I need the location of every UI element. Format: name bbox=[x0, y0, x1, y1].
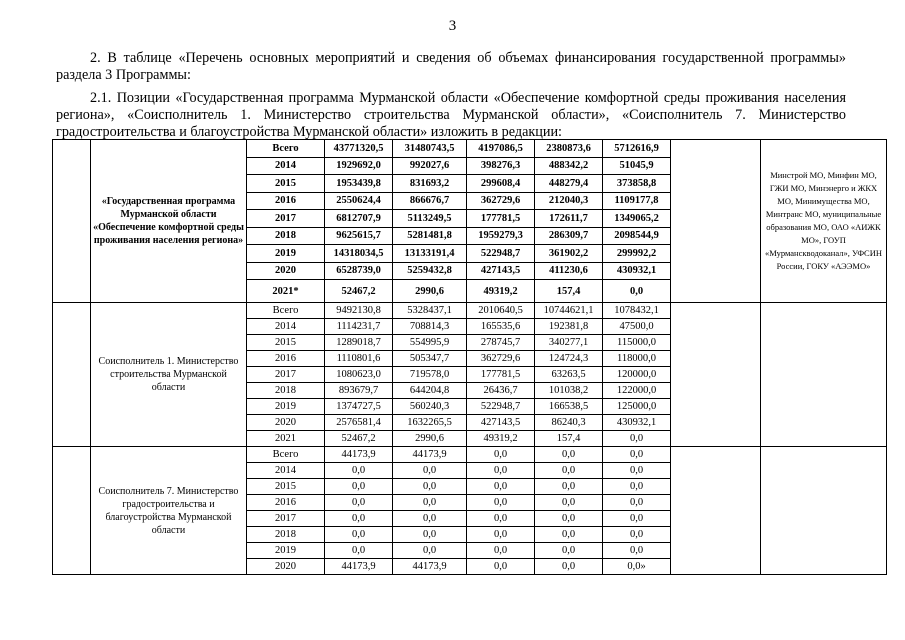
amount-cell: 505347,7 bbox=[393, 351, 467, 367]
year-cell: 2016 bbox=[247, 495, 325, 511]
amount-cell: 2550624,4 bbox=[325, 192, 393, 210]
amount-cell: 0,0 bbox=[325, 463, 393, 479]
amount-cell: 0,0 bbox=[535, 527, 603, 543]
year-cell: 2020 bbox=[247, 262, 325, 280]
amount-cell: 866676,7 bbox=[393, 192, 467, 210]
amount-cell: 0,0 bbox=[467, 495, 535, 511]
amount-cell: 0,0 bbox=[467, 543, 535, 559]
year-cell: 2021* bbox=[247, 280, 325, 303]
amount-cell: 361902,2 bbox=[535, 245, 603, 263]
amount-cell: 172611,7 bbox=[535, 210, 603, 228]
amount-cell: 427143,5 bbox=[467, 262, 535, 280]
amount-cell: 0,0 bbox=[603, 479, 671, 495]
year-cell: Всего bbox=[247, 447, 325, 463]
amount-cell: 192381,8 bbox=[535, 319, 603, 335]
amount-cell: 0,0 bbox=[467, 463, 535, 479]
amount-cell: 0,0 bbox=[535, 447, 603, 463]
amount-cell: 0,0 bbox=[325, 527, 393, 543]
amount-cell: 0,0» bbox=[603, 559, 671, 575]
amount-cell: 165535,6 bbox=[467, 319, 535, 335]
amount-cell: 299608,4 bbox=[467, 175, 535, 193]
financing-table bbox=[52, 139, 887, 575]
amount-cell: 0,0 bbox=[535, 479, 603, 495]
amount-cell: 0,0 bbox=[325, 479, 393, 495]
amount-cell: 0,0 bbox=[393, 479, 467, 495]
amount-cell: 2098544,9 bbox=[603, 227, 671, 245]
amount-cell: 86240,3 bbox=[535, 415, 603, 431]
amount-cell: 0,0 bbox=[603, 280, 671, 303]
amount-cell: 0,0 bbox=[535, 511, 603, 527]
paragraph-1: 2. В таблице «Перечень основных мероприятий и сведения об объемах финансирования государственной программы» раздела 3 Программы: bbox=[56, 50, 846, 83]
amount-cell: 122000,0 bbox=[603, 383, 671, 399]
amount-cell: 0,0 bbox=[393, 543, 467, 559]
year-cell: 2014 bbox=[247, 319, 325, 335]
amount-cell: 0,0 bbox=[535, 495, 603, 511]
amount-cell: 2990,6 bbox=[393, 280, 467, 303]
year-cell: 2019 bbox=[247, 245, 325, 263]
year-cell: 2018 bbox=[247, 227, 325, 245]
page-number: 3 bbox=[448, 18, 457, 34]
table-row bbox=[53, 303, 887, 319]
year-cell: 2014 bbox=[247, 157, 325, 175]
amount-cell: 0,0 bbox=[535, 543, 603, 559]
amount-cell: 157,4 bbox=[535, 280, 603, 303]
amount-cell: 120000,0 bbox=[603, 367, 671, 383]
empty-cell bbox=[671, 447, 761, 575]
amount-cell: 0,0 bbox=[535, 559, 603, 575]
amount-cell: 0,0 bbox=[467, 447, 535, 463]
amount-cell: 47500,0 bbox=[603, 319, 671, 335]
amount-cell: 118000,0 bbox=[603, 351, 671, 367]
amount-cell: 1289018,7 bbox=[325, 335, 393, 351]
amount-cell: 0,0 bbox=[467, 479, 535, 495]
amount-cell: 125000,0 bbox=[603, 399, 671, 415]
executors-cell: Минстрой МО, Минфин МО, ГЖИ МО, Минэнерго и ЖКХ МО, Минимущества МО, Минтранс МО, муниципальные образования МО, ОАО «АИЖК МО», ГОУП «Мурманскводоканал», УФСИН России, ГОКУ «АЭЭМО» bbox=[761, 140, 887, 303]
amount-cell: 299992,2 bbox=[603, 245, 671, 263]
amount-cell: 1109177,8 bbox=[603, 192, 671, 210]
year-cell: Всего bbox=[247, 303, 325, 319]
empty-cell bbox=[671, 140, 761, 303]
amount-cell: 0,0 bbox=[603, 527, 671, 543]
group1-label: «Государственная программа Мурманской области «Обеспечение комфортной среды проживания населения региона» bbox=[91, 140, 247, 303]
year-cell: 2018 bbox=[247, 383, 325, 399]
amount-cell: 31480743,5 bbox=[393, 140, 467, 158]
amount-cell: 1374727,5 bbox=[325, 399, 393, 415]
amount-cell: 362729,6 bbox=[467, 192, 535, 210]
amount-cell: 1632265,5 bbox=[393, 415, 467, 431]
amount-cell: 708814,3 bbox=[393, 319, 467, 335]
group3-label: Соисполнитель 7. Министерство градостроительства и благоустройства Мурманской области bbox=[91, 447, 247, 575]
amount-cell: 560240,3 bbox=[393, 399, 467, 415]
amount-cell: 0,0 bbox=[325, 495, 393, 511]
group2-label: Соисполнитель 1. Министерство строительства Мурманской области bbox=[91, 303, 247, 447]
year-cell: 2019 bbox=[247, 399, 325, 415]
amount-cell: 0,0 bbox=[603, 431, 671, 447]
amount-cell: 5712616,9 bbox=[603, 140, 671, 158]
amount-cell: 0,0 bbox=[467, 527, 535, 543]
amount-cell: 1959279,3 bbox=[467, 227, 535, 245]
year-cell: 2015 bbox=[247, 479, 325, 495]
amount-cell: 1110801,6 bbox=[325, 351, 393, 367]
amount-cell: 0,0 bbox=[603, 495, 671, 511]
amount-cell: 52467,2 bbox=[325, 280, 393, 303]
amount-cell: 488342,2 bbox=[535, 157, 603, 175]
amount-cell: 9492130,8 bbox=[325, 303, 393, 319]
row-number-cell bbox=[53, 140, 91, 303]
amount-cell: 5259432,8 bbox=[393, 262, 467, 280]
amount-cell: 0,0 bbox=[393, 495, 467, 511]
amount-cell: 0,0 bbox=[393, 527, 467, 543]
amount-cell: 1953439,8 bbox=[325, 175, 393, 193]
amount-cell: 49319,2 bbox=[467, 431, 535, 447]
amount-cell: 1349065,2 bbox=[603, 210, 671, 228]
amount-cell: 52467,2 bbox=[325, 431, 393, 447]
amount-cell: 14318034,5 bbox=[325, 245, 393, 263]
amount-cell: 10744621,1 bbox=[535, 303, 603, 319]
amount-cell: 9625615,7 bbox=[325, 227, 393, 245]
amount-cell: 5281481,8 bbox=[393, 227, 467, 245]
amount-cell: 427143,5 bbox=[467, 415, 535, 431]
row-number-cell bbox=[53, 447, 91, 575]
amount-cell: 44173,9 bbox=[325, 559, 393, 575]
year-cell: 2020 bbox=[247, 559, 325, 575]
amount-cell: 398276,3 bbox=[467, 157, 535, 175]
amount-cell: 373858,8 bbox=[603, 175, 671, 193]
amount-cell: 0,0 bbox=[603, 543, 671, 559]
year-cell: 2018 bbox=[247, 527, 325, 543]
amount-cell: 177781,5 bbox=[467, 210, 535, 228]
amount-cell: 1078432,1 bbox=[603, 303, 671, 319]
amount-cell: 0,0 bbox=[325, 543, 393, 559]
amount-cell: 0,0 bbox=[603, 447, 671, 463]
amount-cell: 430932,1 bbox=[603, 262, 671, 280]
amount-cell: 44173,9 bbox=[325, 447, 393, 463]
year-cell: 2014 bbox=[247, 463, 325, 479]
amount-cell: 44173,9 bbox=[393, 447, 467, 463]
paragraph-2: 2.1. Позиции «Государственная программа Мурманской области «Обеспечение комфортной среды проживания населения региона», «Соисполнитель 1. Министерство строительства Мурманской области», «Соисполнитель 7. Министерство градостроительства и благоустройства Мурманской области» изложить в редакции: bbox=[56, 90, 846, 140]
year-cell: 2017 bbox=[247, 210, 325, 228]
amount-cell: 13133191,4 bbox=[393, 245, 467, 263]
amount-cell: 411230,6 bbox=[535, 262, 603, 280]
year-cell: 2017 bbox=[247, 367, 325, 383]
amount-cell: 0,0 bbox=[467, 559, 535, 575]
amount-cell: 49319,2 bbox=[467, 280, 535, 303]
year-cell: Всего bbox=[247, 140, 325, 158]
amount-cell: 522948,7 bbox=[467, 245, 535, 263]
amount-cell: 212040,3 bbox=[535, 192, 603, 210]
amount-cell: 1929692,0 bbox=[325, 157, 393, 175]
amount-cell: 448279,4 bbox=[535, 175, 603, 193]
amount-cell: 115000,0 bbox=[603, 335, 671, 351]
year-cell: 2021 bbox=[247, 431, 325, 447]
amount-cell: 0,0 bbox=[535, 463, 603, 479]
amount-cell: 26436,7 bbox=[467, 383, 535, 399]
amount-cell: 0,0 bbox=[393, 463, 467, 479]
amount-cell: 644204,8 bbox=[393, 383, 467, 399]
amount-cell: 278745,7 bbox=[467, 335, 535, 351]
amount-cell: 6812707,9 bbox=[325, 210, 393, 228]
amount-cell: 2380873,6 bbox=[535, 140, 603, 158]
table-row bbox=[53, 447, 887, 463]
year-cell: 2017 bbox=[247, 511, 325, 527]
amount-cell: 5328437,1 bbox=[393, 303, 467, 319]
amount-cell: 719578,0 bbox=[393, 367, 467, 383]
empty-cell bbox=[671, 303, 761, 447]
amount-cell: 2010640,5 bbox=[467, 303, 535, 319]
year-cell: 2016 bbox=[247, 351, 325, 367]
amount-cell: 63263,5 bbox=[535, 367, 603, 383]
year-cell: 2015 bbox=[247, 335, 325, 351]
amount-cell: 0,0 bbox=[603, 463, 671, 479]
amount-cell: 166538,5 bbox=[535, 399, 603, 415]
table-row bbox=[53, 140, 887, 158]
year-cell: 2020 bbox=[247, 415, 325, 431]
year-cell: 2016 bbox=[247, 192, 325, 210]
amount-cell: 340277,1 bbox=[535, 335, 603, 351]
amount-cell: 554995,9 bbox=[393, 335, 467, 351]
amount-cell: 5113249,5 bbox=[393, 210, 467, 228]
amount-cell: 6528739,0 bbox=[325, 262, 393, 280]
amount-cell: 51045,9 bbox=[603, 157, 671, 175]
amount-cell: 0,0 bbox=[325, 511, 393, 527]
amount-cell: 893679,7 bbox=[325, 383, 393, 399]
amount-cell: 522948,7 bbox=[467, 399, 535, 415]
amount-cell: 430932,1 bbox=[603, 415, 671, 431]
amount-cell: 157,4 bbox=[535, 431, 603, 447]
amount-cell: 44173,9 bbox=[393, 559, 467, 575]
row-number-cell bbox=[53, 303, 91, 447]
year-cell: 2019 bbox=[247, 543, 325, 559]
amount-cell: 2990,6 bbox=[393, 431, 467, 447]
amount-cell: 177781,5 bbox=[467, 367, 535, 383]
amount-cell: 286309,7 bbox=[535, 227, 603, 245]
amount-cell: 2576581,4 bbox=[325, 415, 393, 431]
amount-cell: 1114231,7 bbox=[325, 319, 393, 335]
year-cell: 2015 bbox=[247, 175, 325, 193]
amount-cell: 0,0 bbox=[467, 511, 535, 527]
amount-cell: 4197086,5 bbox=[467, 140, 535, 158]
amount-cell: 362729,6 bbox=[467, 351, 535, 367]
amount-cell: 0,0 bbox=[393, 511, 467, 527]
amount-cell: 992027,6 bbox=[393, 157, 467, 175]
amount-cell: 1080623,0 bbox=[325, 367, 393, 383]
amount-cell: 101038,2 bbox=[535, 383, 603, 399]
amount-cell: 124724,3 bbox=[535, 351, 603, 367]
amount-cell: 43771320,5 bbox=[325, 140, 393, 158]
executors-cell bbox=[761, 447, 887, 575]
executors-cell bbox=[761, 303, 887, 447]
amount-cell: 0,0 bbox=[603, 511, 671, 527]
amount-cell: 831693,2 bbox=[393, 175, 467, 193]
